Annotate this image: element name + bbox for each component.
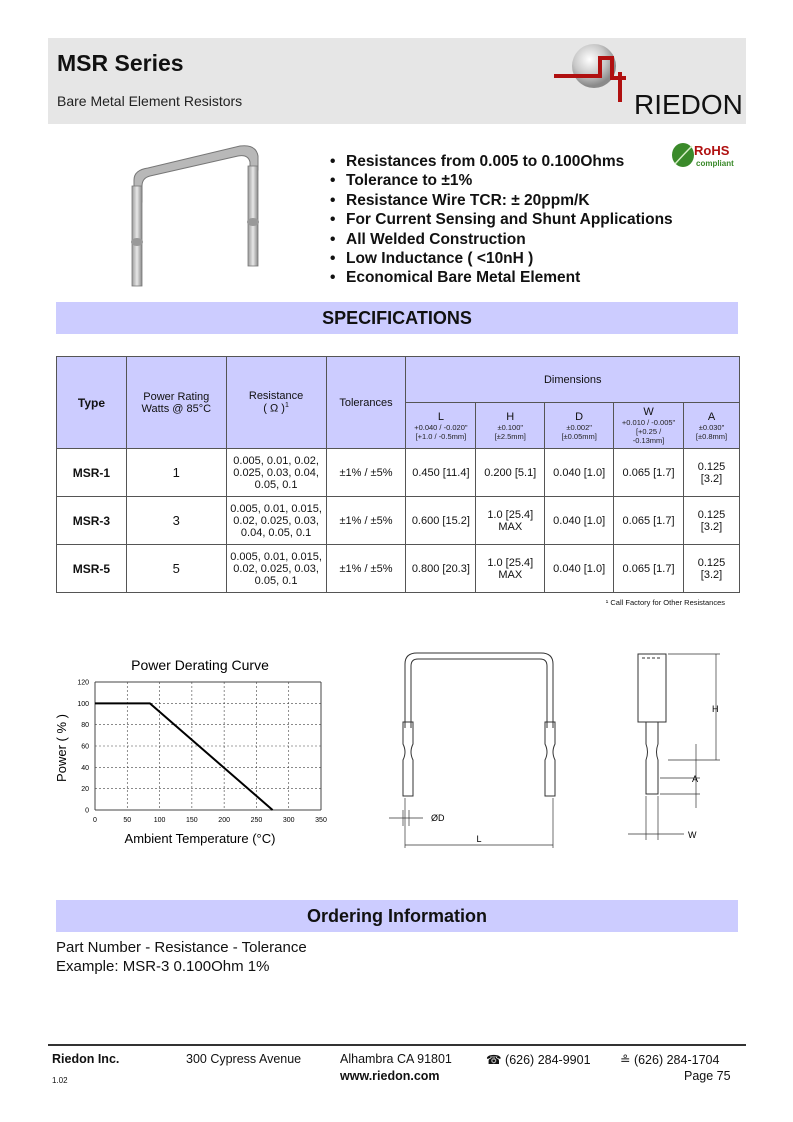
feature-item: • All Welded Construction	[330, 230, 673, 249]
footer-fax: ≗ (626) 284-1704	[620, 1053, 720, 1067]
riedon-logo	[548, 42, 744, 122]
x-tick-label: 300	[282, 817, 295, 824]
footer-divider	[48, 1044, 746, 1046]
footer-phone: ☎ (626) 284-9901	[486, 1053, 591, 1067]
x-tick-label: 250	[250, 817, 263, 824]
x-tick-label: 350	[315, 817, 327, 824]
col-dim-d: D ±0.002" [±0.05mm]	[545, 403, 614, 449]
ordering-format: Part Number - Resistance - Tolerance	[56, 939, 307, 956]
footer-city: Alhambra CA 91801	[340, 1052, 452, 1066]
y-tick-label: 60	[81, 743, 89, 751]
front-view-drawing	[385, 648, 575, 853]
table-row: MSR-5 5 0.005, 0.01, 0.015, 0.02, 0.025, 0.03, 0.05, 0.1 ±1% / ±5% 0.800 [20.3] 1.0 [25.4] MAX 0.040 [1.0] 0.065 [1.7] 0.125 [3.2]	[57, 545, 740, 593]
y-tick-label: 40	[81, 764, 89, 772]
feature-item: • Resistance Wire TCR: ± 20ppm/K	[330, 191, 673, 210]
footer-version: 1.02	[52, 1076, 68, 1085]
feature-item: • Resistances from 0.005 to 0.100Ohms	[330, 152, 673, 171]
rohs-badge	[670, 140, 740, 170]
dim-d-label: ØD	[431, 813, 445, 823]
col-dim-w: W +0.010 / -0.005" [+0.25 / -0.13mm]	[614, 403, 684, 449]
chart-series	[95, 703, 273, 810]
ordering-example: Example: MSR-3 0.100Ohm 1%	[56, 958, 270, 975]
derating-line	[95, 703, 273, 810]
side-view-drawing	[620, 648, 730, 853]
col-dim-l: L +0.040 / -0.020" [+1.0 / -0.5mm]	[406, 403, 476, 449]
col-dim-h: H ±0.100" [±2.5mm]	[476, 403, 545, 449]
x-tick-label: 50	[123, 817, 132, 824]
feature-item: • Tolerance to ±1%	[330, 171, 673, 190]
feature-item: • For Current Sensing and Shunt Applications	[330, 210, 673, 229]
rohs-compliant-label: compliant	[696, 159, 734, 168]
chart-title: Power Derating Curve	[131, 657, 269, 673]
dim-a-label: A	[692, 774, 699, 784]
y-tick-label: 80	[81, 722, 89, 730]
table-row: MSR-1 1 0.005, 0.01, 0.02, 0.025, 0.03, 0.04, 0.05, 0.1 ±1% / ±5% 0.450 [11.4] 0.200 [5.1] 0.040 [1.0] 0.065 [1.7] 0.125 [3.2]	[57, 449, 740, 497]
y-tick-label: 20	[81, 786, 89, 794]
ordering-heading: Ordering Information	[56, 900, 738, 932]
page-title: MSR Series	[57, 50, 184, 76]
logo-sphere	[572, 44, 616, 88]
y-tick-label: 0	[85, 807, 89, 815]
col-power: Power Rating Watts @ 85°C	[126, 357, 226, 449]
feature-item: • Low Inductance ( <10nH )	[330, 249, 673, 268]
table-footnote: ¹ Call Factory for Other Resistances	[605, 598, 725, 607]
specifications-heading: SPECIFICATIONS	[56, 302, 738, 334]
x-tick-label: 0	[93, 817, 97, 824]
power-derating-chart	[40, 650, 340, 855]
x-tick-label: 100	[153, 817, 166, 824]
dim-h-label: H	[712, 704, 719, 714]
dim-l-label: L	[476, 834, 482, 844]
y-tick-label: 100	[77, 700, 89, 708]
col-tolerances: Tolerances	[326, 357, 406, 449]
logo-wordmark: RIEDON	[634, 89, 743, 120]
feature-list	[330, 152, 673, 288]
footer-company: Riedon Inc.	[52, 1052, 120, 1066]
page-subtitle: Bare Metal Element Resistors	[57, 93, 243, 109]
specifications-table	[56, 356, 740, 593]
ordering-info	[56, 938, 307, 976]
x-tick-label: 200	[218, 817, 230, 824]
rohs-label: RoHS	[694, 143, 730, 158]
table-row: MSR-3 3 0.005, 0.01, 0.015, 0.02, 0.025, 0.03, 0.04, 0.05, 0.1 ±1% / ±5% 0.600 [15.2] 1.0 [25.4] MAX 0.040 [1.0] 0.065 [1.7] 0.125 [3.2]	[57, 497, 740, 545]
chart-grid	[95, 682, 321, 810]
footer-page-number: Page 75	[684, 1069, 731, 1083]
resistor-photo	[120, 140, 280, 290]
logo-lead	[618, 72, 622, 102]
x-tick-label: 150	[186, 817, 198, 824]
feature-item: • Economical Bare Metal Element	[330, 268, 673, 287]
col-type: Type	[57, 357, 127, 449]
col-dim-a: A ±0.030" [±0.8mm]	[684, 403, 740, 449]
dim-w-label: W	[688, 830, 697, 840]
footer-street: 300 Cypress Avenue	[186, 1052, 302, 1066]
col-resistance: Resistance ( Ω )$^1$	[226, 357, 326, 449]
y-tick-label: 120	[77, 679, 89, 687]
footer-website[interactable]: www.riedon.com	[340, 1069, 440, 1083]
chart-ticks	[77, 680, 327, 825]
chart-xlabel: Ambient Temperature (°C)	[124, 831, 276, 846]
col-dimensions: Dimensions	[406, 357, 740, 403]
chart-ylabel: Power ( % )	[54, 714, 69, 782]
